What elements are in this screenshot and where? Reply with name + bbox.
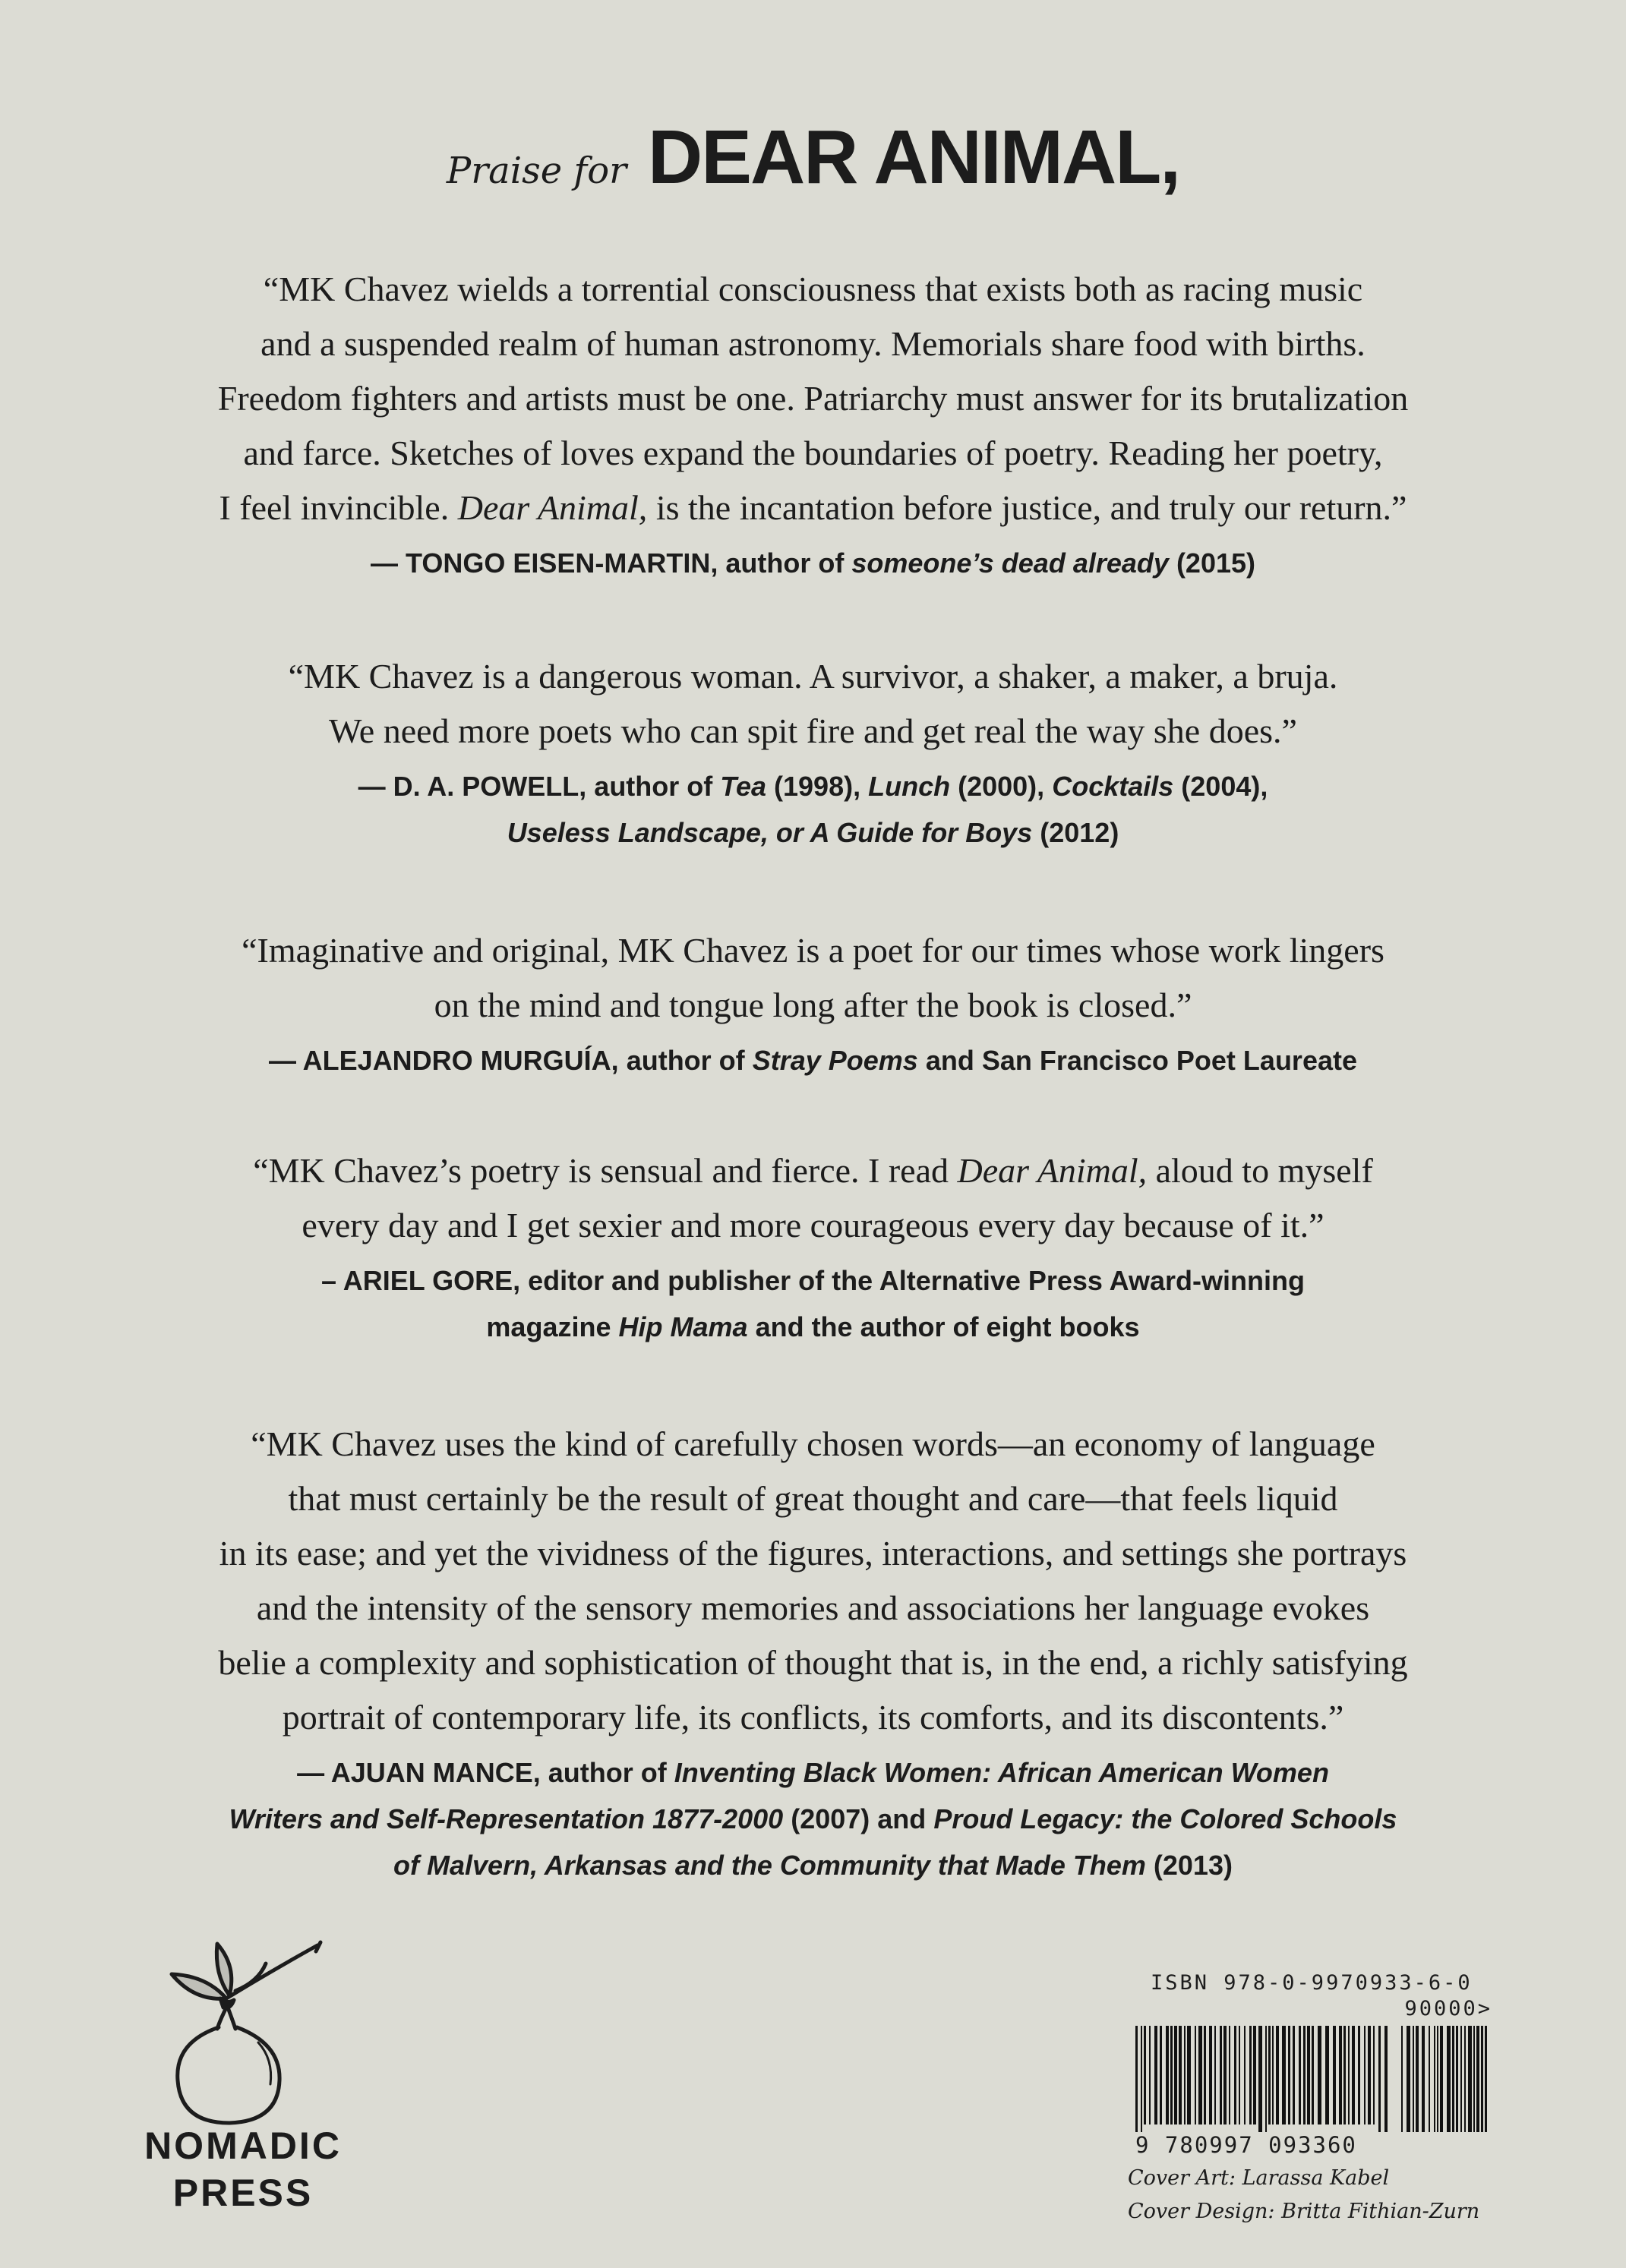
blurb-tongo-eisen-martin <box>114 262 1512 586</box>
blurb-quote <box>114 649 1512 759</box>
attribution-text: author of <box>626 1045 745 1076</box>
attribution-name: — TONGO EISEN-MARTIN, <box>371 547 718 579</box>
quote-line <box>114 1143 1512 1198</box>
attribution-text: (2000), <box>958 771 1045 802</box>
quote-line: and a suspended realm of human astronomy. Memorials share food with births. <box>260 324 1366 363</box>
attribution-book: Useless Landscape, or A Guide for Boys <box>507 817 1033 848</box>
attribution-text: (2013) <box>1153 1850 1233 1881</box>
quote-line: in its ease; and yet the vividness of the figures, interactions, and settings she portrays <box>219 1534 1407 1572</box>
attribution-line <box>114 809 1512 856</box>
quote-line: and farce. Sketches of loves expand the boundaries of poetry. Reading her poetry, <box>243 434 1383 472</box>
attribution-book: Hip Mama <box>618 1311 748 1342</box>
page-title <box>0 114 1626 201</box>
quote-text: aloud to myself <box>1155 1151 1373 1190</box>
attribution-book: Stray Poems <box>752 1045 918 1076</box>
quote-text: I feel invincible. <box>219 488 450 527</box>
attribution-line <box>114 1304 1512 1350</box>
attribution-line <box>114 1257 1512 1304</box>
publisher-line: PRESS <box>172 2172 314 2214</box>
attribution-text: editor and publisher of the Alternative Press Award-winning <box>528 1265 1305 1296</box>
attribution-book: Inventing Black Women: African American Women <box>674 1757 1329 1788</box>
attribution-name: — ALEJANDRO MURGUÍA, <box>269 1045 619 1076</box>
blurb-attribution <box>114 1257 1512 1350</box>
praise-for-label: Praise for <box>446 150 627 192</box>
blurb-da-powell <box>114 649 1512 856</box>
attribution-book: someone’s dead already <box>851 547 1169 579</box>
attribution-text: (2007) and <box>791 1803 927 1834</box>
barcode-number: 9 780997 093360 <box>1135 2132 1357 2158</box>
quote-text: is the incantation before justice, and truly our return.” <box>655 488 1407 527</box>
attribution-name: – ARIEL GORE, <box>321 1265 521 1296</box>
quote-line: We need more poets who can spit fire and get real the way she does.” <box>329 711 1297 750</box>
quote-book-title: Dear Animal, <box>957 1151 1148 1190</box>
attribution-line <box>114 1749 1512 1796</box>
blurb-attribution <box>114 1037 1512 1084</box>
price-code: 90000> <box>1404 1997 1492 2020</box>
cover-design-credit: Cover Design: Britta Fithian-Zurn <box>1128 2200 1480 2223</box>
quote-line: that must certainly be the result of great thought and care—that feels liquid <box>288 1479 1338 1518</box>
attribution-book: Tea <box>720 771 766 802</box>
attribution-text: and San Francisco Poet Laureate <box>925 1045 1357 1076</box>
attribution-book: Cocktails <box>1052 771 1174 802</box>
gourd-icon <box>144 1929 334 2134</box>
attribution-book: Lunch <box>868 771 951 802</box>
blurb-attribution <box>114 540 1512 586</box>
attribution-text: (2012) <box>1040 817 1119 848</box>
blurb-quote <box>114 923 1512 1033</box>
quote-line: portrait of contemporary life, its conflicts, its comforts, and its discontents.” <box>282 1698 1344 1736</box>
attribution-line <box>114 1037 1512 1084</box>
quote-line: “MK Chavez uses the kind of carefully chosen words—an economy of language <box>251 1424 1375 1463</box>
quote-line <box>114 481 1512 535</box>
attribution-line <box>114 540 1512 586</box>
quote-book-title: Dear Animal, <box>457 488 648 527</box>
quote-line: and the intensity of the sensory memories and associations her language evokes <box>256 1588 1370 1627</box>
publisher-line: NOMADIC <box>144 2124 342 2167</box>
attribution-name: — AJUAN MANCE, <box>297 1757 541 1788</box>
cover-art-credit: Cover Art: Larassa Kabel <box>1128 2166 1390 2190</box>
attribution-text: author of <box>594 771 713 802</box>
attribution-book: of Malvern, Arkansas and the Community that Made Them <box>393 1850 1146 1881</box>
blurb-quote <box>114 262 1512 535</box>
attribution-name: — D. A. POWELL, <box>358 771 587 802</box>
attribution-text: (2004), <box>1181 771 1268 802</box>
blurb-alejandro-murguia <box>114 923 1512 1084</box>
blurb-quote <box>114 1143 1512 1253</box>
quote-line: belie a complexity and sophistication of thought that is, in the end, a richly satisfying <box>218 1643 1408 1682</box>
barcode-icon <box>1135 2026 1492 2132</box>
quote-line: on the mind and tongue long after the book is closed.” <box>434 986 1192 1024</box>
quote-line: “MK Chavez is a dangerous woman. A survivor, a shaker, a maker, a bruja. <box>288 657 1338 696</box>
blurb-quote <box>114 1417 1512 1745</box>
attribution-text: author of <box>725 547 845 579</box>
book-title: DEAR ANIMAL, <box>648 115 1180 200</box>
quote-line: every day and I get sexier and more courageous every day because of it.” <box>302 1206 1324 1244</box>
quote-text: “MK Chavez’s poetry is sensual and fierce. I read <box>253 1151 949 1190</box>
blurb-ajuan-mance <box>114 1417 1512 1888</box>
attribution-book: Writers and Self-Representation 1877-2000 <box>229 1803 784 1834</box>
attribution-text: (1998), <box>774 771 861 802</box>
quote-line: “MK Chavez wields a torrential consciousness that exists both as racing music <box>263 270 1363 308</box>
isbn-label: ISBN 978-0-9970933-6-0 <box>1151 1971 1473 1995</box>
publisher-name <box>137 2122 349 2216</box>
attribution-text: and the author of eight books <box>755 1311 1140 1342</box>
cover-credits <box>1128 2162 1479 2229</box>
blurb-attribution <box>114 763 1512 856</box>
attribution-line <box>114 1842 1512 1888</box>
attribution-line <box>114 763 1512 809</box>
attribution-text: (2015) <box>1176 547 1255 579</box>
attribution-text: magazine <box>486 1311 611 1342</box>
quote-line: Freedom fighters and artists must be one. Patriarchy must answer for its brutalization <box>217 379 1409 418</box>
attribution-text: author of <box>548 1757 667 1788</box>
quote-line: “Imaginative and original, MK Chavez is a poet for our times whose work lingers <box>242 931 1384 970</box>
blurb-attribution <box>114 1749 1512 1888</box>
attribution-book: Proud Legacy: the Colored Schools <box>933 1803 1397 1834</box>
blurb-ariel-gore <box>114 1143 1512 1350</box>
attribution-line <box>114 1796 1512 1842</box>
